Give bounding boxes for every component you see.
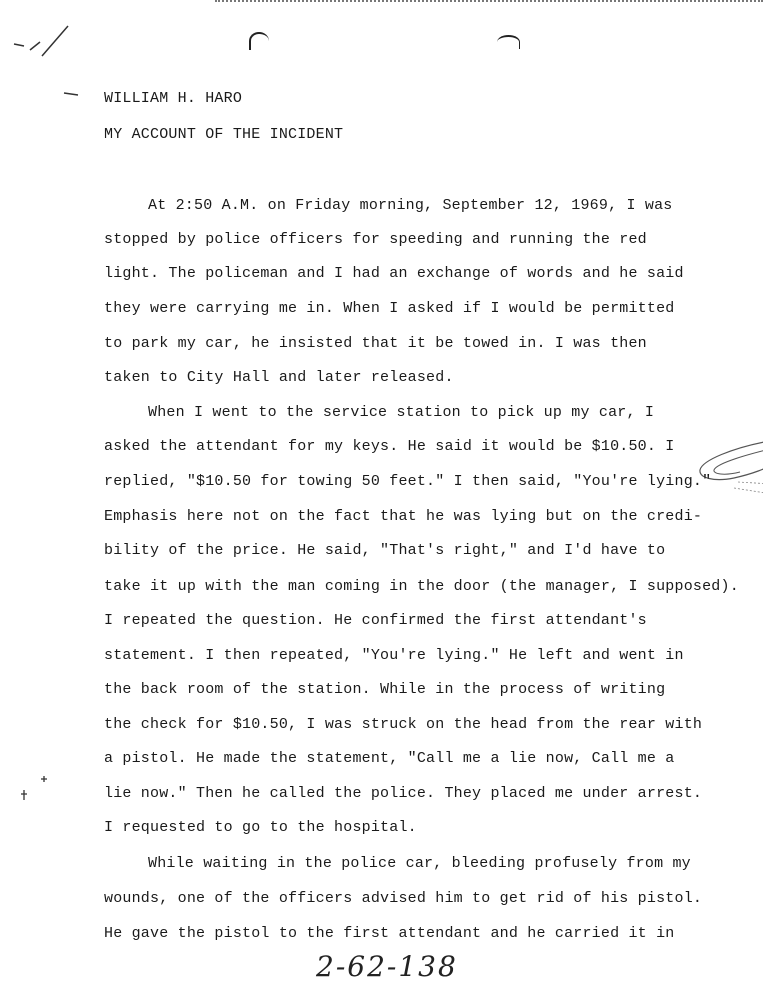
binder-ring-mark-right [497, 35, 520, 49]
body-line-18: lie now." Then he called the police. They placed me under arrest. [104, 785, 703, 802]
body-line-2: stopped by police officers for speeding and running the red [104, 231, 647, 248]
margin-asterisk-marks [18, 770, 58, 806]
body-line-10: Emphasis here not on the fact that he was lying but on the credi- [104, 508, 703, 525]
body-line-9: replied, "$10.50 for towing 50 feet." I then said, "You're lying." [104, 473, 712, 490]
body-line-19: I requested to go to the hospital. [104, 819, 417, 836]
top-perforation-border [215, 0, 763, 8]
body-line-13: I repeated the question. He confirmed the first attendant's [104, 612, 647, 629]
body-line-7: When I went to the service station to pick up my car, I [148, 404, 655, 421]
document-title: MY ACCOUNT OF THE INCIDENT [104, 126, 344, 143]
binder-ring-mark-left [249, 32, 269, 50]
body-line-17: a pistol. He made the statement, "Call me a lie now, Call me a [104, 750, 675, 767]
author-name: WILLIAM H. HARO [104, 90, 243, 107]
body-line-14: statement. I then repeated, "You're lying." He left and went in [104, 647, 684, 664]
body-line-5: to park my car, he insisted that it be towed in. I was then [104, 335, 647, 352]
body-line-21: wounds, one of the officers advised him to get rid of his pistol. [104, 890, 703, 907]
body-line-16: the check for $10.50, I was struck on the head from the rear with [104, 716, 703, 733]
margin-dash-mark [62, 88, 92, 98]
body-line-12: take it up with the man coming in the door (the manager, I supposed). [104, 578, 739, 595]
body-line-11: bility of the price. He said, "That's right," and I'd have to [104, 542, 666, 559]
body-line-8: asked the attendant for my keys. He said it would be $10.50. I [104, 438, 675, 455]
body-line-1: At 2:50 A.M. on Friday morning, September 12, 1969, I was [148, 197, 673, 214]
scratch-mark-top-left [10, 22, 80, 62]
body-line-6: taken to City Hall and later released. [104, 369, 454, 386]
body-line-22: He gave the pistol to the first attendant and he carried it in [104, 925, 675, 942]
body-line-15: the back room of the station. While in the process of writing [104, 681, 666, 698]
body-line-3: light. The policeman and I had an exchange of words and he said [104, 265, 684, 282]
body-line-4: they were carrying me in. When I asked if I would be permitted [104, 300, 675, 317]
body-line-20: While waiting in the police car, bleeding profusely from my [148, 855, 691, 872]
handwritten-document-number: 2-62-138 [316, 950, 458, 983]
